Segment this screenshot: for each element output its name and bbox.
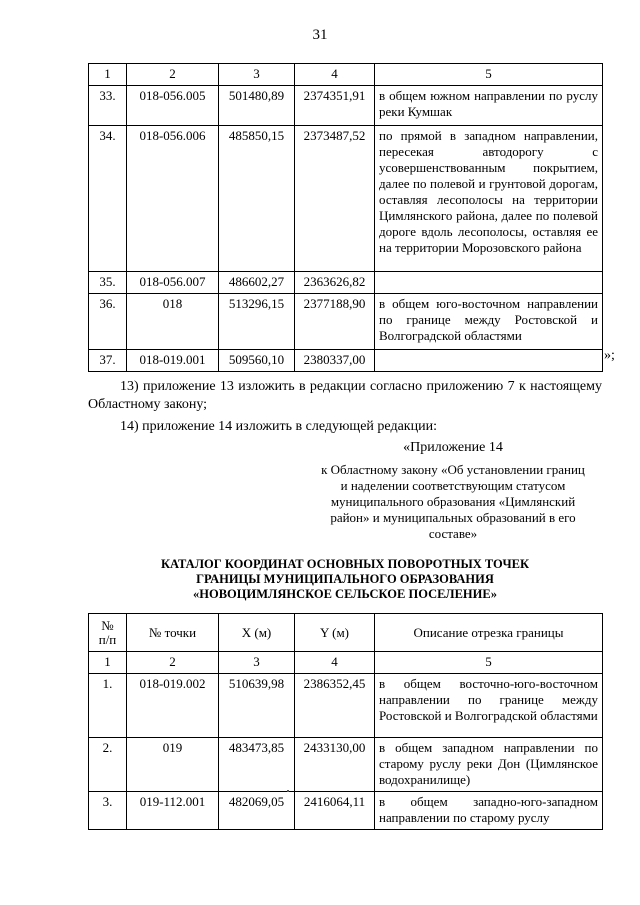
y-coordinate: 2433130,00 [295,738,375,792]
point-id: 018-056.005 [127,86,219,126]
header-x: X (м) [219,614,295,652]
row-number: 35. [89,272,127,294]
index-cell: 5 [375,652,603,674]
x-coordinate: 509560,10 [219,350,295,372]
closing-quote: »; [604,348,615,363]
y-coordinate: 2386352,45 [295,674,375,738]
index-cell: 1 [89,652,127,674]
x-coordinate: 486602,27 [219,272,295,294]
catalog-title-line: ГРАНИЦЫ МУНИЦИПАЛЬНОГО ОБРАЗОВАНИЯ [196,572,494,586]
index-cell: 2 [127,652,219,674]
table-row [89,792,603,830]
table-row [89,126,603,272]
y-coordinate: 2416064,11 [295,792,375,830]
appendix-subtitle: к Областному закону «Об установлении границ и наделении соответствующим статусом муниципального образования «Цимлянский район» и муниципальных образований в его составе» [321,462,585,541]
y-coordinate: 2374351,91 [295,86,375,126]
y-coordinate: 2363626,82 [295,272,375,294]
x-coordinate: 483473,85 [219,738,295,792]
page-number: 31 [312,27,328,43]
point-id: 019-112.001 [127,792,219,830]
point-id: 018-019.001 [127,350,219,372]
catalog-title [88,557,602,602]
index-cell: 1 [89,64,127,86]
segment-description: в общем южном направлении по руслу реки Кумшак [375,86,603,126]
table-index-row [89,652,603,674]
segment-description: в общем юго-восточном направлении по границе между Ростовской и Волгоградской областями [375,294,603,350]
row-number: 37. [89,350,127,372]
header-num-line: п/п [98,631,117,647]
segment-description: в общем западно-юго-западном направлении по старому руслу [375,792,603,830]
coordinates-table [88,613,603,830]
table-row [89,674,603,738]
point-id: 018-056.006 [127,126,219,272]
header-row-number [89,614,127,652]
row-number: 3. [89,792,127,830]
coordinates-table-continued [88,63,603,372]
table-row [89,350,603,372]
table-index-row [89,64,603,86]
paragraph-14: 14) приложение 14 изложить в следующей редакции: [120,419,437,434]
segment-description [375,350,603,372]
header-y: Y (м) [295,614,375,652]
index-cell: 5 [375,64,603,86]
header-point: № точки [127,614,219,652]
segment-description: в общем западном направлении по старому руслу реки Дон (Цимлянское водохранилище) [375,738,603,792]
x-coordinate: 485850,15 [219,126,295,272]
paragraph-13: 13) приложение 13 изложить в редакции согласно приложению 7 к настоящему Областному закону; [88,379,602,412]
scan-speck [287,790,289,792]
y-coordinate: 2373487,52 [295,126,375,272]
table-row [89,738,603,792]
point-id: 018-019.002 [127,674,219,738]
table-row [89,294,603,350]
catalog-title-line: «НОВОЦИМЛЯНСКОЕ СЕЛЬСКОЕ ПОСЕЛЕНИЕ» [193,587,497,601]
row-number: 1. [89,674,127,738]
segment-description [375,272,603,294]
header-description: Описание отрезка границы [375,614,603,652]
row-number: 33. [89,86,127,126]
row-number: 2. [89,738,127,792]
index-cell: 3 [219,64,295,86]
x-coordinate: 510639,98 [219,674,295,738]
row-number: 36. [89,294,127,350]
segment-description: по прямой в западном направлении, пересекая автодорогу с усовершенствованным покрытием, далее по полевой и грунтовой дорогам, оставляя лесополосы на территории Цимлянского района, далее по полевой дороге вдоль лесополосы, оставляя ее на территории Морозовского района [375,126,603,272]
table-row [89,272,603,294]
row-number: 34. [89,126,127,272]
appendix-title: «Приложение 14 [403,440,503,455]
x-coordinate: 482069,05 [219,792,295,830]
point-id: 018-056.007 [127,272,219,294]
y-coordinate: 2377188,90 [295,294,375,350]
point-id: 019 [127,738,219,792]
x-coordinate: 501480,89 [219,86,295,126]
catalog-title-line: КАТАЛОГ КООРДИНАТ ОСНОВНЫХ ПОВОРОТНЫХ ТОЧЕК [160,557,530,571]
header-num-line: № [101,617,114,633]
table-row [89,86,603,126]
index-cell: 4 [295,64,375,86]
index-cell: 3 [219,652,295,674]
segment-description: в общем восточно-юго-восточном направлении по границе между Ростовской и Волгоградской областями [375,674,603,738]
index-cell: 2 [127,64,219,86]
y-coordinate: 2380337,00 [295,350,375,372]
x-coordinate: 513296,15 [219,294,295,350]
point-id: 018 [127,294,219,350]
table-header-row [89,614,603,652]
index-cell: 4 [295,652,375,674]
